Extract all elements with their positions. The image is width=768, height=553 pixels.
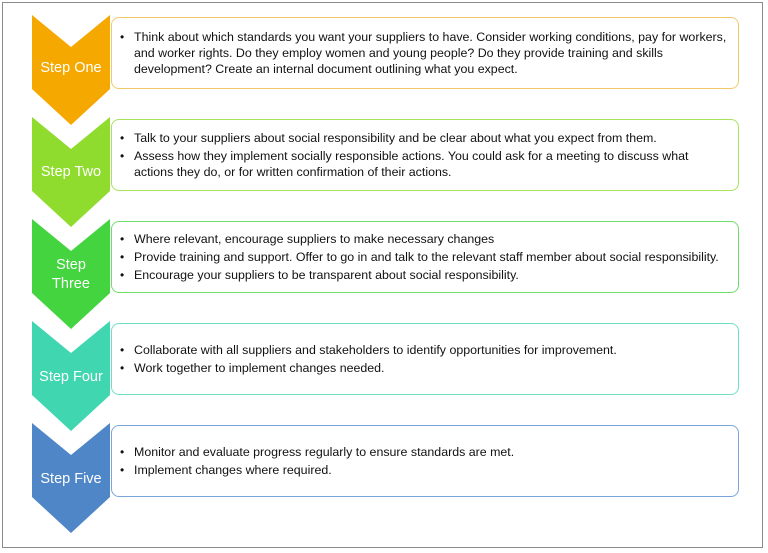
step-one-chevron — [32, 15, 110, 125]
step-five-card — [111, 425, 739, 497]
bullet-item: • Collaborate with all suppliers and stakeholders to identify opportunities for improvement. — [134, 342, 728, 358]
step-five — [0, 423, 768, 533]
bullet-item: • Talk to your suppliers about social responsibility and be clear about what you expect from them. — [134, 130, 728, 146]
step-two-card — [111, 119, 739, 191]
step-five-bullet-list — [112, 442, 738, 480]
bullet-item: • Work together to implement changes needed. — [134, 360, 728, 376]
step-three-label: Step Three — [52, 257, 90, 292]
step-four-bullet-list — [112, 340, 738, 378]
step-four-label: Step Four — [39, 369, 103, 385]
bullet-item: • Assess how they implement socially responsible actions. You could ask for a meeting to discuss what actions they do, or for written confirmation of their actions. — [134, 148, 728, 180]
bullet-item: • Think about which standards you want your suppliers to have. Consider working conditions, pay for workers, and worker rights. Do they employ women and young people? Do they provide training and skills development? Create an internal document outlining what you expect. — [134, 29, 728, 78]
step-two-label: Step Two — [40, 164, 102, 180]
step-three-bullet-list — [112, 229, 738, 286]
step-four — [0, 321, 768, 431]
step-four-card — [111, 323, 739, 395]
step-one-label: Step One — [40, 60, 102, 76]
step-two-bullet-list — [112, 128, 738, 183]
step-five-label: Step Five — [40, 471, 102, 487]
step-three — [0, 219, 768, 329]
bullet-item: • Monitor and evaluate progress regularly to ensure standards are met. — [134, 444, 728, 460]
bullet-item: • Implement changes where required. — [134, 462, 728, 478]
step-two-chevron — [32, 117, 110, 227]
bullet-item: • Encourage your suppliers to be transparent about social responsibility. — [134, 267, 728, 283]
step-three-chevron — [32, 219, 110, 329]
step-three-card — [111, 221, 739, 293]
step-one-card — [111, 17, 739, 89]
step-one — [0, 15, 768, 125]
step-five-chevron — [32, 423, 110, 533]
bullet-item: • Provide training and support. Offer to go in and talk to the relevant staff member about social responsibility. — [134, 249, 728, 265]
step-one-bullet-list — [112, 27, 738, 80]
bullet-item: • Where relevant, encourage suppliers to make necessary changes — [134, 231, 728, 247]
step-four-chevron — [32, 321, 110, 431]
step-two — [0, 117, 768, 227]
